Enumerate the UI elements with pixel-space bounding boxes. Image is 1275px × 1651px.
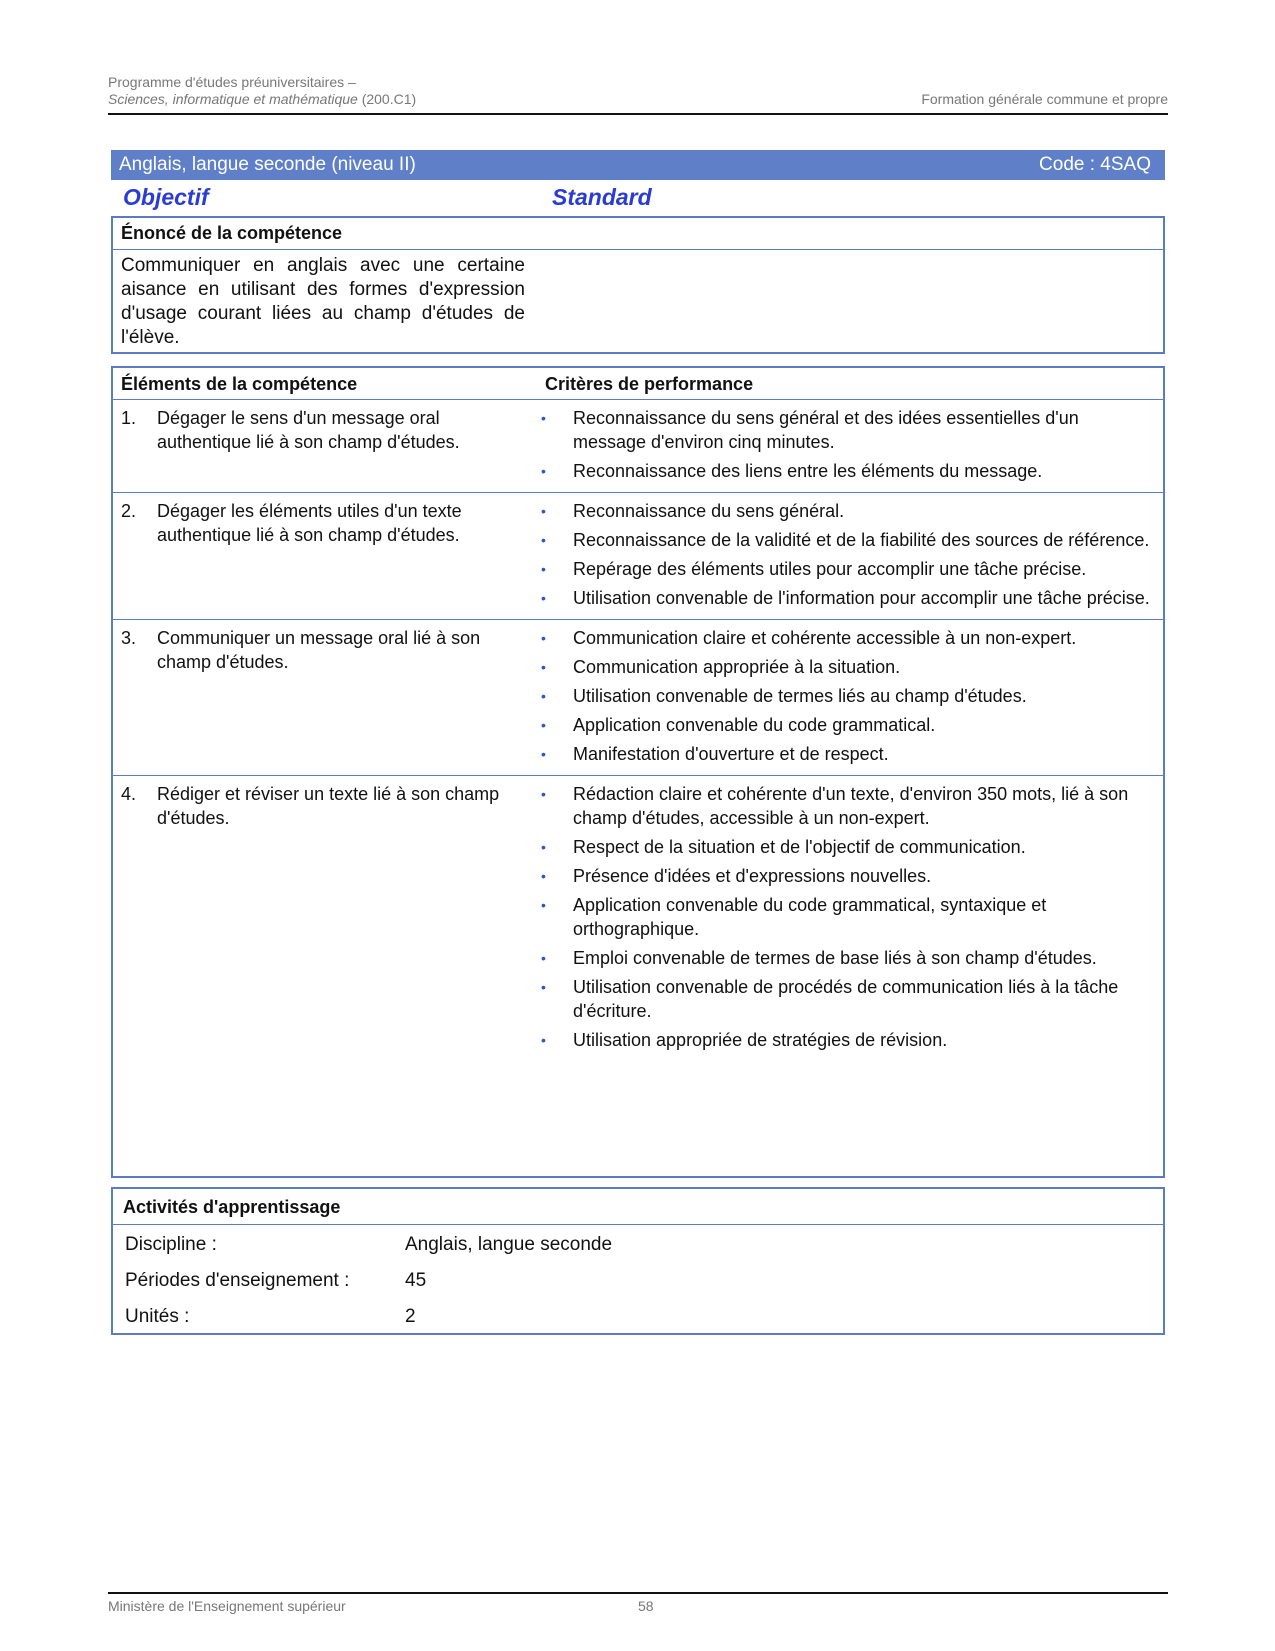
- criteria-cell: [537, 493, 1163, 619]
- criterion-text: Emploi convenable de termes de base liés à son champ d'études.: [573, 948, 1097, 968]
- bullet-icon: •: [541, 532, 546, 548]
- criterion-item: [537, 557, 1151, 581]
- activites-row: [113, 1263, 1163, 1299]
- criterion-item: [537, 684, 1151, 708]
- enonce-text: Communiquer en anglais avec une certaine aisance en utilisant des formes d'expression d'usage courant liées au champ d'études de l'élève.: [121, 255, 525, 348]
- activites-row: [113, 1227, 1163, 1263]
- element-row: [113, 493, 1163, 620]
- bullet-icon: •: [541, 897, 546, 913]
- bullet-icon: •: [541, 503, 546, 519]
- bullet-icon: •: [541, 786, 546, 802]
- criterion-text: Utilisation convenable de termes liés au champ d'études.: [573, 686, 1027, 706]
- elements-heading: Éléments de la compétence: [121, 374, 358, 394]
- elements-rows: [113, 400, 1163, 1061]
- criterion-item: [537, 975, 1151, 1023]
- page-number: 58: [638, 1598, 654, 1614]
- program-code: (200.C1): [357, 91, 417, 107]
- element-cell: [113, 620, 537, 775]
- objectif-label: Objectif: [123, 184, 209, 210]
- standard-label: Standard: [552, 184, 652, 210]
- element-number: 3.: [121, 628, 137, 648]
- criterion-text: Reconnaissance des liens entre les éléments du message.: [573, 461, 1043, 481]
- criterion-text: Reconnaissance du sens général.: [573, 501, 845, 521]
- bullet-icon: •: [541, 688, 546, 704]
- program-title: Programme d'études préuniversitaires –: [108, 74, 356, 90]
- activites-heading: Activités d'apprentissage: [113, 1189, 1163, 1225]
- activite-label: Unités :: [125, 1306, 190, 1327]
- bullet-icon: •: [541, 410, 546, 426]
- bullet-icon: •: [541, 717, 546, 733]
- criterion-text: Utilisation convenable de l'information pour accomplir une tâche précise.: [573, 588, 1150, 608]
- element-number: 1.: [121, 408, 137, 428]
- page-header: [108, 74, 1168, 108]
- criterion-item: [537, 835, 1151, 859]
- criterion-text: Rédaction claire et cohérente d'un texte, d'environ 350 mots, lié à son champ d'études, accessible à un non-expert.: [573, 784, 1129, 828]
- criterion-item: [537, 499, 1151, 523]
- criterion-text: Communication claire et cohérente accessible à un non-expert.: [573, 628, 1077, 648]
- criterion-item: [537, 586, 1151, 610]
- formation-label: Formation générale commune et propre: [921, 91, 1168, 107]
- program-name: Sciences, informatique et mathématique: [108, 91, 358, 107]
- criterion-text: Reconnaissance du sens général et des idées essentielles d'un message d'environ cinq minutes.: [573, 408, 1079, 452]
- elements-table-header: [113, 368, 1163, 400]
- page-footer: [108, 1598, 668, 1614]
- bullet-icon: •: [541, 463, 546, 479]
- activite-value: 45: [405, 1270, 427, 1291]
- element-text: Dégager le sens d'un message oral authentique lié à son champ d'études.: [157, 408, 460, 452]
- enonce-box: [111, 216, 1165, 354]
- activites-row: [113, 1299, 1163, 1335]
- bullet-icon: •: [541, 979, 546, 995]
- element-text: Rédiger et réviser un texte lié à son champ d'études.: [157, 784, 500, 828]
- element-row: [113, 776, 1163, 1061]
- criterion-item: [537, 946, 1151, 970]
- objectif-standard-labels: [111, 184, 1165, 214]
- criterion-item: [537, 406, 1151, 454]
- activite-value: Anglais, langue seconde: [405, 1234, 613, 1255]
- bullet-icon: •: [541, 630, 546, 646]
- course-code: Code : 4SAQ: [1039, 154, 1151, 175]
- activite-value: 2: [405, 1306, 416, 1327]
- bullet-icon: •: [541, 659, 546, 675]
- criterion-text: Manifestation d'ouverture et de respect.: [573, 744, 889, 764]
- criterion-item: [537, 782, 1151, 830]
- footer-divider: [108, 1592, 1168, 1594]
- element-cell: [113, 400, 537, 492]
- activite-label: Périodes d'enseignement :: [125, 1270, 350, 1291]
- criteria-cell: [537, 400, 1163, 492]
- element-text: Dégager les éléments utiles d'un texte authentique lié à son champ d'études.: [157, 501, 462, 545]
- element-text: Communiquer un message oral lié à son champ d'études.: [157, 628, 481, 672]
- criterion-text: Repérage des éléments utiles pour accomplir une tâche précise.: [573, 559, 1087, 579]
- criterion-text: Communication appropriée à la situation.: [573, 657, 901, 677]
- criterion-item: [537, 893, 1151, 941]
- element-number: 2.: [121, 501, 137, 521]
- enonce-heading: Énoncé de la compétence: [113, 218, 1163, 250]
- element-cell: [113, 493, 537, 619]
- criterion-item: [537, 864, 1151, 888]
- criterion-text: Reconnaissance de la validité et de la fiabilité des sources de référence.: [573, 530, 1150, 550]
- criterion-text: Application convenable du code grammatical.: [573, 715, 936, 735]
- criteria-heading: Critères de performance: [545, 374, 754, 394]
- criterion-item: [537, 655, 1151, 679]
- bullet-icon: •: [541, 1032, 546, 1048]
- criterion-text: Utilisation appropriée de stratégies de révision.: [573, 1030, 948, 1050]
- course-title: Anglais, langue seconde (niveau II): [119, 154, 416, 175]
- criterion-text: Respect de la situation et de l'objectif de communication.: [573, 837, 1026, 857]
- bullet-icon: •: [541, 950, 546, 966]
- criterion-text: Présence d'idées et d'expressions nouvelles.: [573, 866, 932, 886]
- element-number: 4.: [121, 784, 137, 804]
- criteria-cell: [537, 620, 1163, 775]
- criterion-item: [537, 528, 1151, 552]
- activite-label: Discipline :: [125, 1234, 217, 1255]
- header-divider: [108, 113, 1168, 115]
- bullet-icon: •: [541, 746, 546, 762]
- program-subtitle: [108, 91, 416, 108]
- element-row: [113, 400, 1163, 493]
- bullet-icon: •: [541, 839, 546, 855]
- criterion-item: [537, 742, 1151, 766]
- bullet-icon: •: [541, 561, 546, 577]
- criterion-text: Application convenable du code grammatical, syntaxique et orthographique.: [573, 895, 1047, 939]
- program-subtitle-row: [108, 91, 1168, 108]
- criterion-item: [537, 626, 1151, 650]
- ministry-name: Ministère de l'Enseignement supérieur: [108, 1598, 346, 1614]
- activites-box: [111, 1187, 1165, 1335]
- bullet-icon: •: [541, 868, 546, 884]
- criteria-cell: [537, 776, 1163, 1061]
- element-row: [113, 620, 1163, 776]
- bullet-icon: •: [541, 590, 546, 606]
- criterion-item: [537, 459, 1151, 483]
- course-title-bar: [111, 150, 1165, 180]
- elements-table: [111, 366, 1165, 1178]
- element-cell: [113, 776, 537, 1061]
- criterion-item: [537, 1028, 1151, 1052]
- activites-rows: [113, 1225, 1163, 1335]
- criterion-text: Utilisation convenable de procédés de communication liés à la tâche d'écriture.: [573, 977, 1119, 1021]
- criterion-item: [537, 713, 1151, 737]
